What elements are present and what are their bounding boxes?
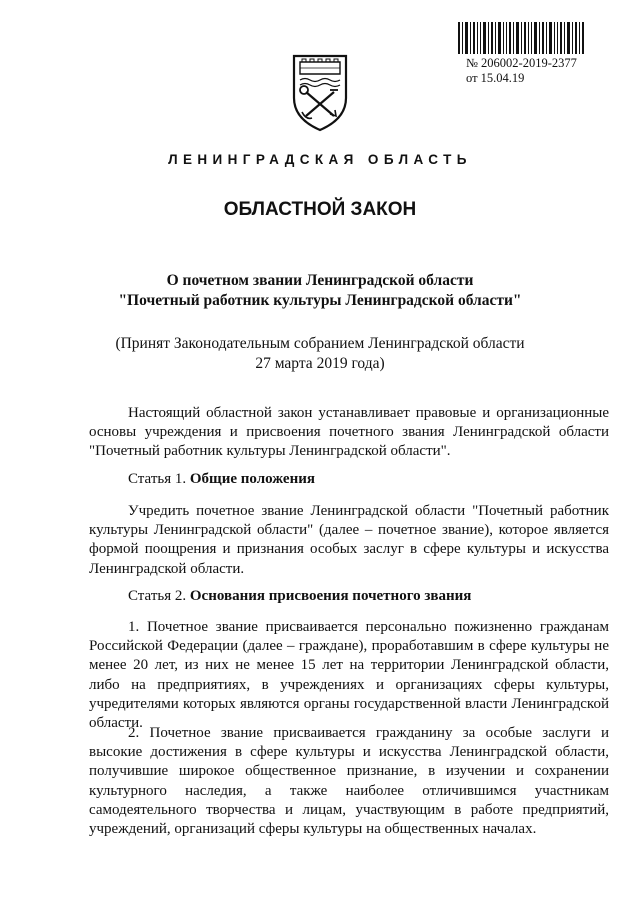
adoption-note-line-1: (Принят Законодательным собранием Ленинградской области: [115, 335, 525, 352]
law-title: [60, 271, 580, 311]
registration-date: от 15.04.19: [466, 71, 525, 85]
law-title-line-1: О почетном звании Ленинградской области: [166, 272, 474, 289]
article-1-heading: [128, 470, 315, 489]
article-1-title: Общие положения: [189, 471, 315, 487]
barcode-image: [458, 22, 584, 54]
article-2-clause-2: 2. Почетное звание присваивается гражданину за особые заслуги и высокие достижения в сфере культуры и искусства Ленинградской области, получившие широкое общественное признание, в изучении и сохранении культурного наследия, а также наиболее отличившимся участникам самодеятельного творчества и лицам, участвующим в работе предприятий, учреждений, организаций сферы культуры на общественных началах.: [89, 725, 609, 838]
law-type-heading: ОБЛАСТНОЙ ЗАКОН: [223, 199, 417, 220]
region-heading: ЛЕНИНГРАДСКАЯ ОБЛАСТЬ: [168, 152, 472, 167]
adoption-note: [60, 334, 580, 374]
article-2-clause-1: 1. Почетное звание присваивается персонально пожизненно гражданам Российской Федерации (далее – граждане), проработавшим в сфере культуры не менее 20 лет, из них не менее 15 лет на территории Ленинградской области, либо на предприятиях, в учреждениях и организациях сферы культуры, учредителями которых являются органы государственной власти Ленинградской области.: [89, 619, 609, 732]
article-2-heading: [128, 587, 471, 606]
law-title-line-2: "Почетный работник культуры Ленинградской области": [118, 292, 522, 309]
registration-number: № 206002-2019-2377: [466, 56, 577, 70]
article-1-label: Статья 1.: [128, 471, 190, 487]
article-2-label: Статья 2.: [128, 588, 190, 604]
adoption-note-line-2: 27 марта 2019 года): [255, 355, 385, 372]
preamble-paragraph: Настоящий областной закон устанавливает правовые и организационные основы учреждения и присвоения почетного звания Ленинградской области "Почетный работник культуры Ленинградской области".: [89, 405, 609, 460]
article-2-title: Основания присвоения почетного звания: [189, 588, 472, 604]
article-1-paragraph: Учредить почетное звание Ленинградской области "Почетный работник культуры Ленинградской области" (далее – почетное звание), которое является формой поощрения и признания особых заслуг в сфере культуры и искусства Ленинградской области.: [89, 503, 609, 577]
coat-of-arms-icon: [290, 52, 350, 132]
registration-block: [466, 56, 577, 86]
